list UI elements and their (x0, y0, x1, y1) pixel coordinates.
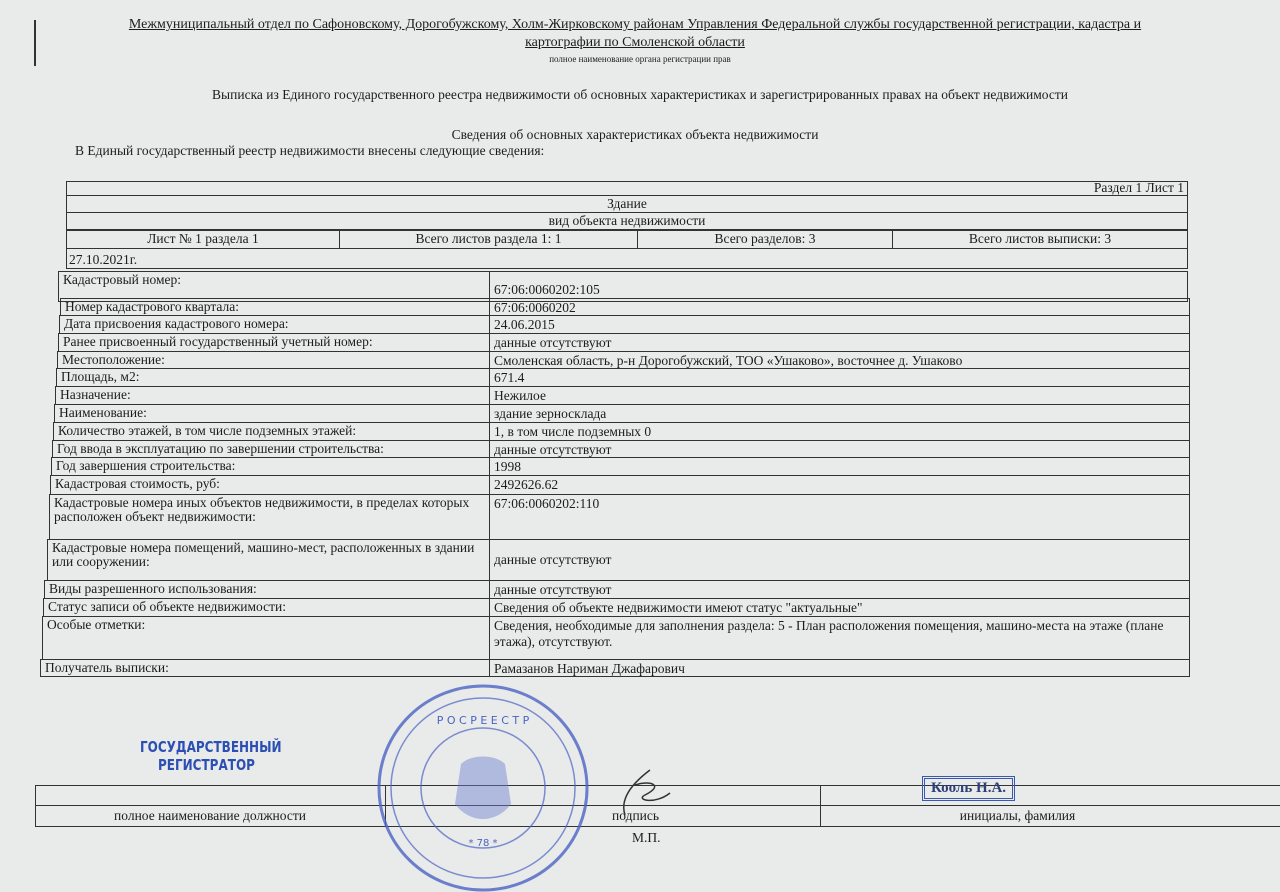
row-label: Местоположение: (57, 351, 490, 369)
table-row (58, 333, 1190, 352)
row-label: Получатель выписки: (40, 659, 490, 677)
row-value: 1998 (490, 457, 1190, 476)
object-type: Здание (66, 195, 1188, 213)
extract-date: 27.10.2021г. (69, 252, 138, 267)
row-label: Номер кадастрового квартала: (60, 298, 490, 316)
table-row (55, 386, 1190, 405)
table-row (51, 457, 1190, 476)
sections-total: Всего разделов: 3 (637, 230, 893, 249)
sheet-number: Лист № 1 раздела 1 (66, 230, 340, 249)
row-label: Площадь, м2: (56, 368, 490, 387)
row-label: Кадастровые номера иных объектов недвижимости, в пределах которых расположен объект недвижимости: (49, 494, 490, 540)
row-value: здание зерносклада (490, 404, 1190, 423)
document-title: Выписка из Единого государственного реестра недвижимости об основных характеристиках и зарегистрированных правах на объект недвижимости (212, 87, 1068, 102)
section-subtitle: Сведения об основных характеристиках объекта недвижимости (451, 127, 819, 142)
row-label: Назначение: (55, 386, 490, 405)
signature-scribble (610, 765, 680, 825)
signature-caption: подпись (612, 808, 660, 823)
row-value: Сведения об объекте недвижимости имеют статус "актуальные" (490, 598, 1190, 617)
table-row (60, 298, 1190, 316)
seal-caption: М.П. (632, 830, 661, 845)
table-row (54, 404, 1190, 423)
row-value: данные отсутствуют (490, 440, 1190, 458)
row-label: Статус записи об объекте недвижимости: (43, 598, 490, 617)
row-label: Год ввода в эксплуатацию по завершении строительства: (52, 440, 490, 458)
object-type-caption: вид объекта недвижимости (66, 212, 1188, 230)
row-label: Год завершения строительства: (51, 457, 490, 476)
row-value: Рамазанов Нариман Джафарович (490, 659, 1190, 677)
table-row (49, 494, 1190, 540)
svg-text:Р О С Р Е Е С Т Р: Р О С Р Е Е С Т Р (436, 714, 530, 727)
name-stamp: Кооль Н.А. (922, 776, 1015, 801)
row-value: 2492626.62 (490, 475, 1190, 495)
row-value: данные отсутствуют (490, 539, 1190, 581)
table-row (53, 422, 1190, 441)
official-seal (376, 684, 590, 892)
row-value: 67:06:0060202 (490, 298, 1190, 316)
row-value: Сведения, необходимые для заполнения раздела: 5 - План расположения помещения, машино-места на этаже (плане этажа), отсутствуют. (490, 616, 1190, 660)
section-sheets-total: Всего листов раздела 1: 1 (339, 230, 638, 249)
table-row (59, 315, 1190, 334)
cadastral-number-value: 67:06:0060202:105 (490, 271, 1188, 302)
row-value: 67:06:0060202:110 (490, 494, 1190, 540)
row-value: Смоленская область, р-н Дорогобужский, ТОО «Ушаково», восточнее д. Ушаково (490, 351, 1190, 369)
row-label: Кадастровые номера помещений, машино-мест, расположенных в здании или сооружении: (47, 539, 490, 581)
table-row (47, 539, 1190, 581)
organization-caption: полное наименование органа регистрации прав (549, 54, 731, 64)
name-caption: инициалы, фамилия (959, 808, 1076, 823)
row-label: Ранее присвоенный государственный учетный номер: (58, 333, 490, 352)
table-row (56, 368, 1190, 387)
row-value: Нежилое (490, 386, 1190, 405)
table-row (44, 580, 1190, 599)
row-label: Особые отметки: (42, 616, 490, 660)
organization-name: Межмуниципальный отдел по Сафоновскому, Дорогобужскому, Холм-Жирковскому районам Управления Федеральной службы государственной регистрации, кадастра и картографии по Смоленской области (128, 17, 1142, 50)
row-label: Количество этажей, в том числе подземных этажей: (53, 422, 490, 441)
section-sheet-label: Раздел 1 Лист 1 (1093, 180, 1184, 195)
row-label: Дата присвоения кадастрового номера: (59, 315, 490, 334)
row-label: Виды разрешенного использования: (44, 580, 490, 599)
svg-text:* 78 *: * 78 * (468, 838, 498, 849)
table-row (50, 475, 1190, 495)
table-row (52, 440, 1190, 458)
position-caption: полное наименование должности (114, 808, 306, 823)
row-label: Кадастровая стоимость, руб: (50, 475, 490, 495)
table-row (40, 659, 1190, 677)
row-value: 671.4 (490, 368, 1190, 387)
table-row (43, 598, 1190, 617)
intro-text: В Единый государственный реестр недвижимости внесены следующие сведения: (75, 143, 545, 158)
row-value: 24.06.2015 (490, 315, 1190, 334)
position-stamp: ГОСУДАРСТВЕННЫЙ РЕГИСТРАТОР (140, 738, 282, 774)
extract-sheets-total: Всего листов выписки: 3 (892, 230, 1188, 249)
table-row (42, 616, 1190, 660)
row-value: данные отсутствуют (490, 333, 1190, 352)
row-value: 1, в том числе подземных 0 (490, 422, 1190, 441)
row-label: Наименование: (54, 404, 490, 423)
cadastral-number-label: Кадастровый номер: (58, 271, 490, 302)
table-row (57, 351, 1190, 369)
row-value: данные отсутствуют (490, 580, 1190, 599)
